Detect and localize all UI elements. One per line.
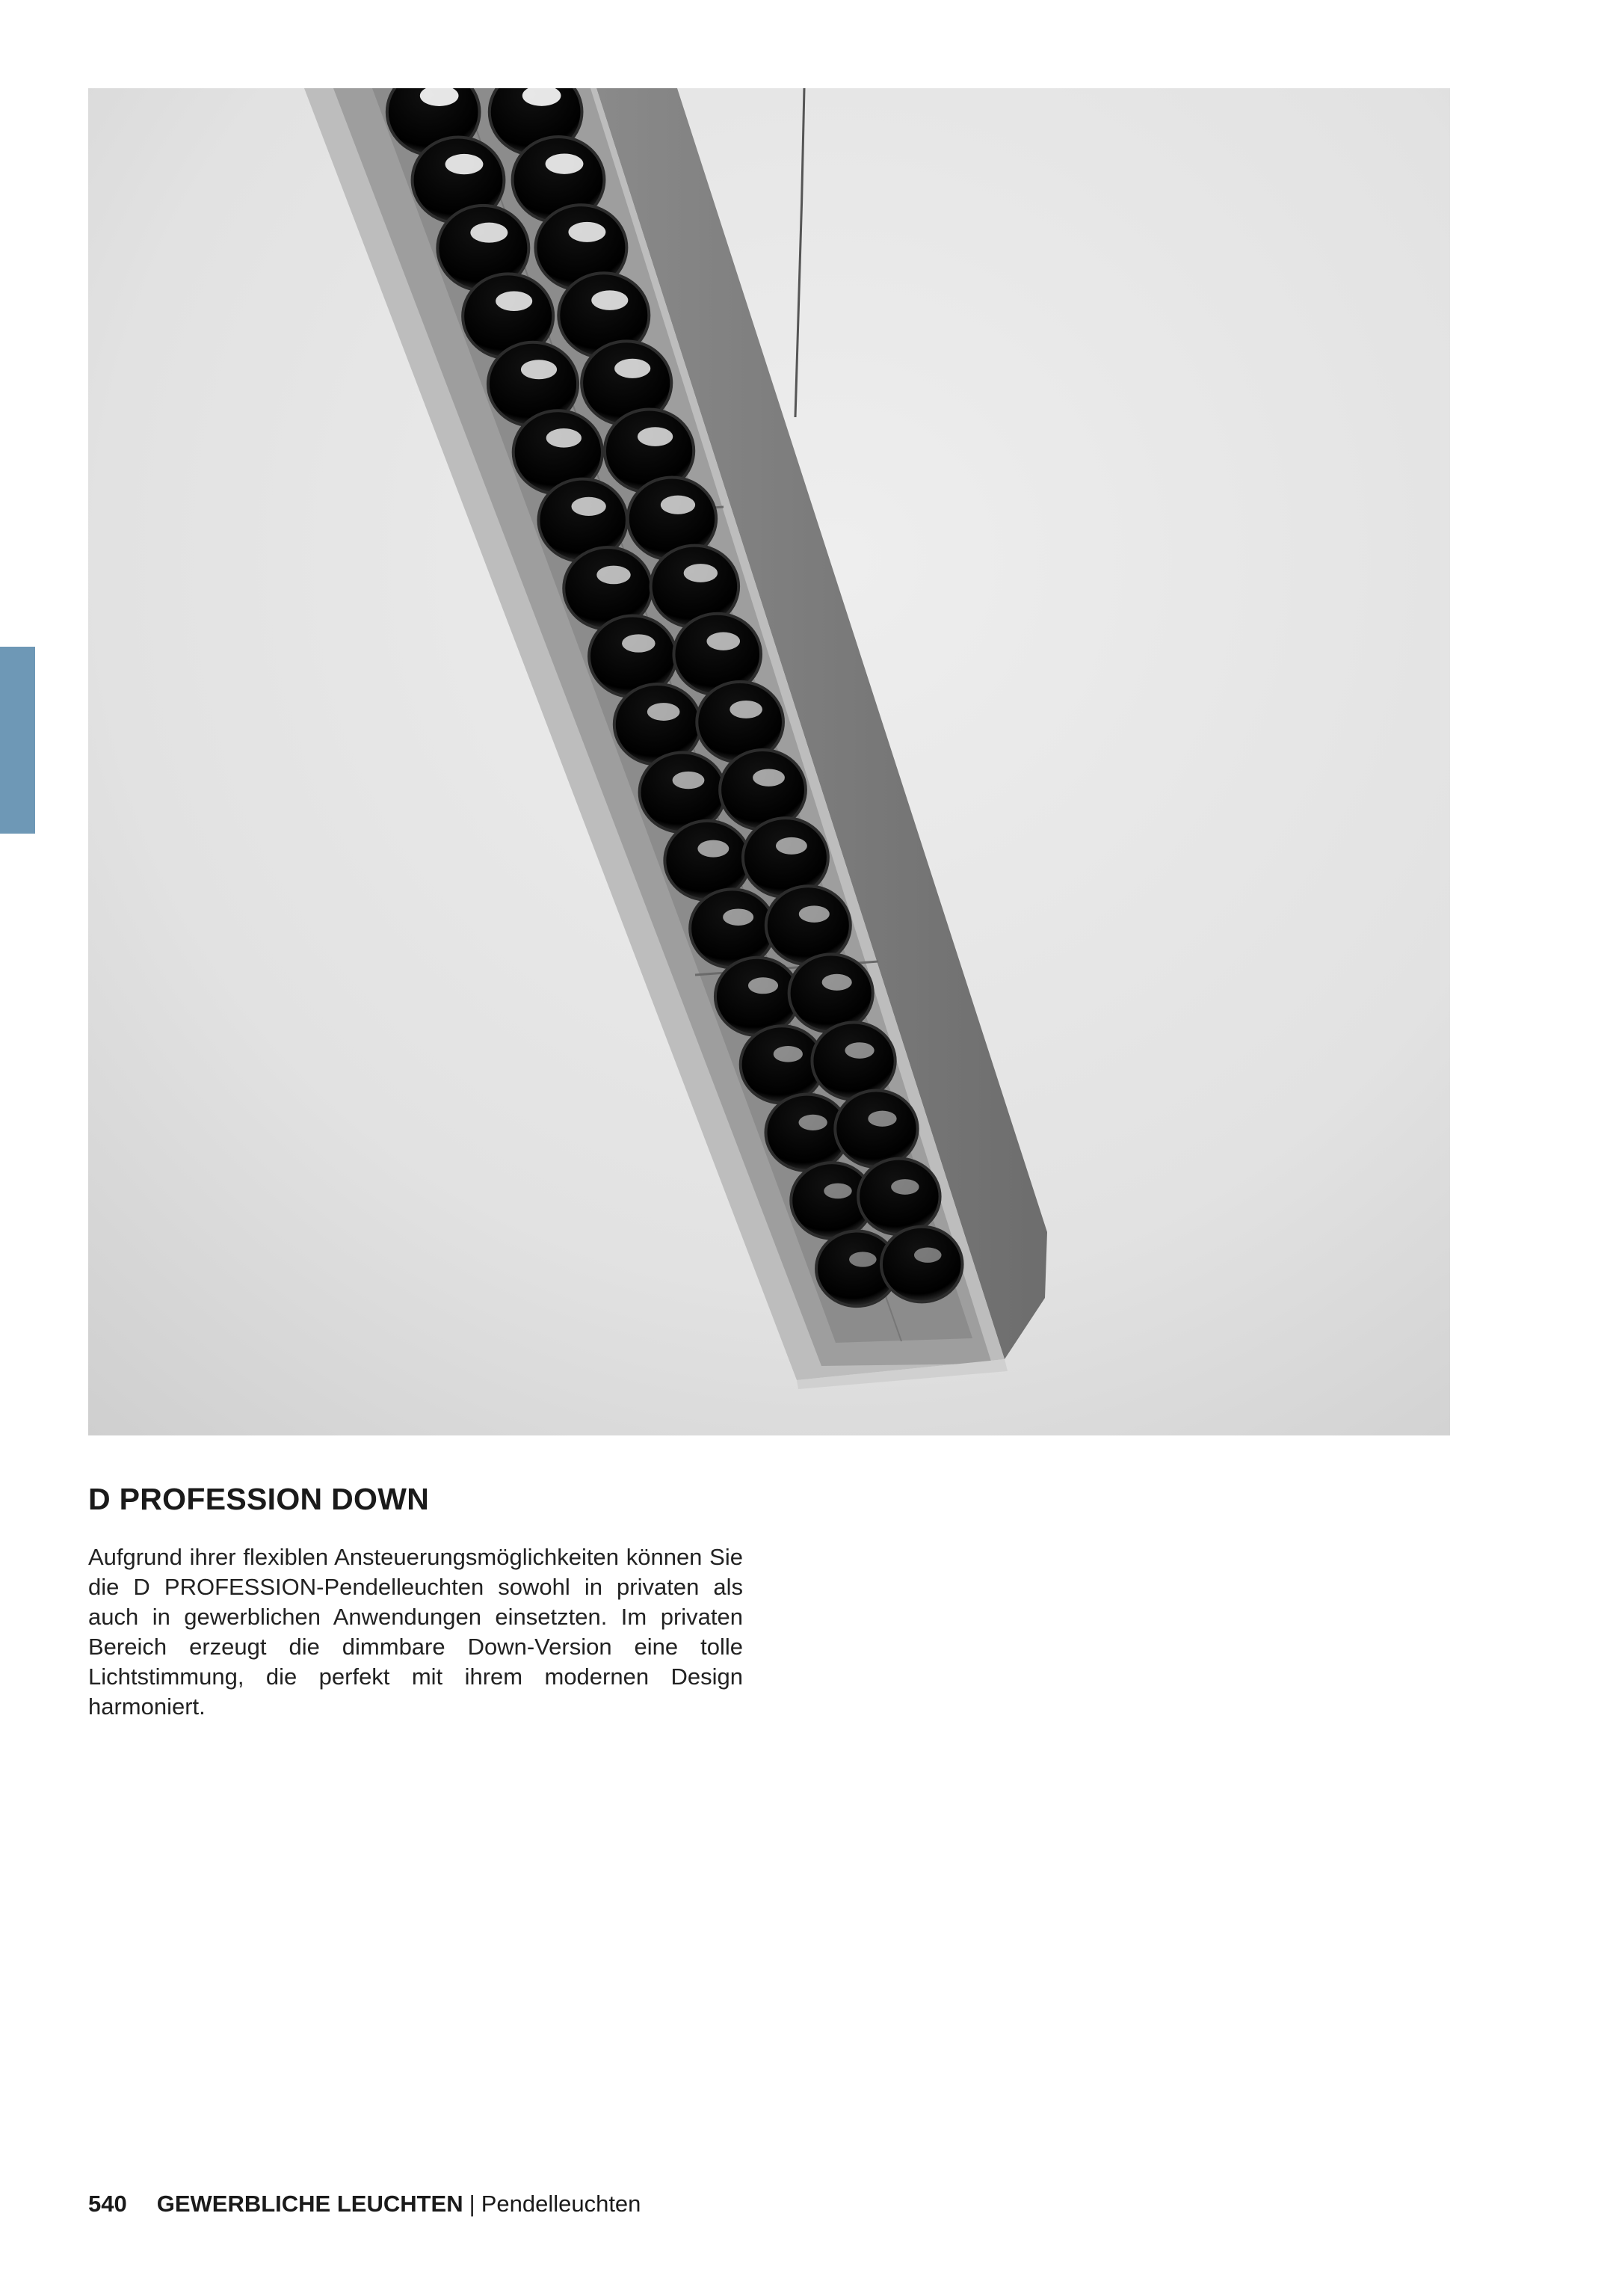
led-cup: [789, 954, 873, 1032]
led-highlight: [661, 496, 695, 514]
led-highlight: [638, 427, 673, 446]
led-highlight: [706, 633, 740, 650]
page-number: 540: [88, 2191, 127, 2217]
led-highlight: [546, 153, 584, 173]
product-photo: [88, 88, 1450, 1435]
led-highlight: [591, 290, 628, 310]
led-highlight: [697, 840, 729, 858]
led-cup: [881, 1227, 963, 1302]
led-highlight: [824, 1184, 851, 1199]
footer-subsection: Pendelleuchten: [481, 2191, 641, 2217]
led-cup: [858, 1159, 940, 1234]
led-highlight: [596, 566, 630, 585]
led-highlight: [723, 908, 753, 926]
led-highlight: [730, 701, 762, 718]
led-cup: [690, 889, 774, 967]
led-cup: [715, 958, 799, 1035]
led-highlight: [546, 428, 582, 448]
led-highlight: [684, 564, 718, 582]
page-footer: [88, 2191, 641, 2217]
footer-section: GEWERBLICHE LEUCHTEN: [156, 2191, 463, 2217]
led-highlight: [753, 769, 785, 786]
led-highlight: [622, 634, 656, 652]
led-highlight: [799, 905, 830, 923]
led-highlight: [614, 359, 650, 378]
led-highlight: [470, 223, 508, 243]
led-highlight: [571, 497, 605, 516]
led-highlight: [868, 1111, 896, 1127]
led-cup: [766, 886, 851, 964]
led-highlight: [776, 837, 807, 855]
led-highlight: [774, 1046, 803, 1062]
chapter-color-tab: [0, 647, 35, 834]
led-highlight: [673, 772, 705, 789]
led-highlight: [822, 974, 852, 991]
led-highlight: [445, 154, 484, 174]
led-highlight: [521, 360, 557, 379]
led-highlight: [798, 1115, 827, 1130]
led-highlight: [568, 222, 605, 242]
led-highlight: [496, 291, 532, 311]
led-highlight: [891, 1179, 919, 1195]
led-highlight: [647, 703, 680, 721]
led-highlight: [914, 1248, 942, 1263]
footer-separator: |: [469, 2191, 475, 2217]
led-highlight: [849, 1252, 877, 1267]
led-highlight: [748, 977, 778, 994]
led-cup: [835, 1091, 917, 1167]
led-cup: [812, 1022, 895, 1099]
product-description: Aufgrund ihrer flexiblen Ansteuerungsmöglichkeiten können Sie die D PROFESSION-Pendelleuchten sowohl in privaten als auch in gewerblichen Anwendungen einsetzten. Im privaten Bereich erzeugt die dimmbare Down-Version eine tolle Lichtstimmung, die perfekt mit ihrem modernen Design harmoniert.: [88, 1544, 743, 1720]
led-highlight: [845, 1042, 874, 1059]
product-title: D PROFESSION DOWN: [88, 1482, 430, 1516]
